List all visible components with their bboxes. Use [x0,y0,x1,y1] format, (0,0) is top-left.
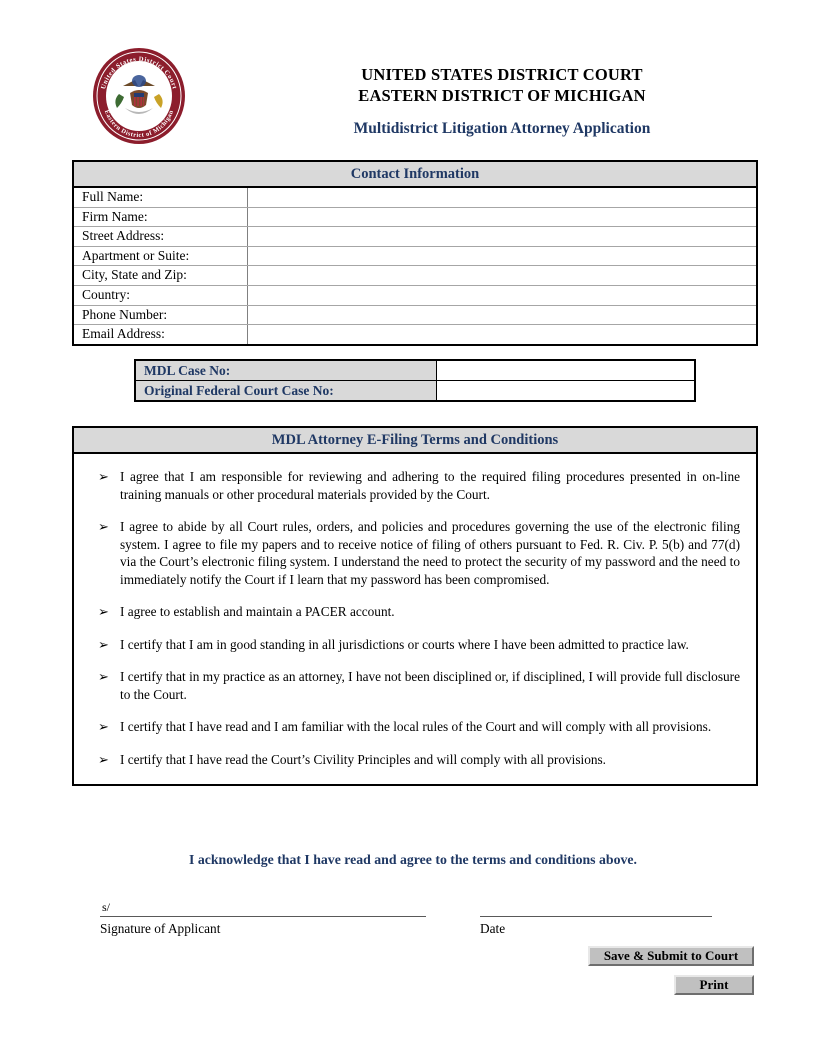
list-item [88,603,740,621]
signature-value[interactable]: s/ [102,900,111,914]
apartment-or-suite-cell [248,246,757,266]
table-row [74,266,756,286]
full-name-input[interactable] [248,189,756,206]
table-row [74,305,756,325]
term-text: I certify that I am in good standing in all jurisdictions or courts where I have been admitted to practice law. [120,636,689,652]
date-block [480,900,712,937]
street-address-cell [248,227,757,247]
list-item [88,668,740,703]
table-row [74,246,756,266]
document-header [72,44,754,150]
phone-number-label: Phone Number: [74,305,248,325]
date-value[interactable] [480,900,712,915]
original-federal-court-case-no-cell [437,381,695,401]
list-item [88,468,740,503]
country-label: Country: [74,285,248,305]
page-title: Multidistrict Litigation Attorney Application [353,120,651,137]
city-state-zip-label: City, State and Zip: [74,266,248,286]
list-item [88,718,740,736]
svg-text:Eastern District of Michigan: Eastern District of Michigan [102,109,176,140]
email-address-input[interactable] [248,326,756,343]
list-item [88,636,740,654]
original-federal-court-case-no-label: Original Federal Court Case No: [136,381,437,401]
signature-line [100,915,426,917]
email-address-cell [248,325,757,344]
arrow-bullet-icon: ➢ [98,719,109,734]
print-button[interactable]: Print [674,975,754,995]
date-line [480,915,712,917]
arrow-bullet-icon: ➢ [98,604,109,619]
apartment-or-suite-input[interactable] [248,248,756,265]
city-state-zip-input[interactable] [248,267,756,284]
street-address-label: Street Address: [74,227,248,247]
full-name-cell [248,187,757,207]
table-row [74,187,756,207]
applicant-signature-block [100,900,426,937]
term-text: I agree to abide by all Court rules, orders, and policies and procedures governing the use of the electronic filing system. I agree to file my papers and to receive notice of filing of others pursuant to Fed. R. Civ. P. 5(b) and 77(d) via the Court’s electronic filing system. I understand the need to protect the security of my password and the need to immediately notify the Court if I learn that my password has been compromised. [120,519,740,587]
court-name-line-2: EASTERN DISTRICT OF MICHIGAN [358,86,646,105]
svg-text:United States District Court: United States District Court [100,55,178,91]
firm-name-cell [248,207,757,227]
contact-information-table [72,160,758,346]
country-cell [248,285,757,305]
table-row [136,361,694,381]
table-row [74,227,756,247]
contact-information-header: Contact Information [74,162,756,187]
list-item [88,518,740,588]
terms-and-conditions-box [72,426,758,786]
terms-and-conditions-header: MDL Attorney E-Filing Terms and Conditions [74,428,756,454]
mdl-case-no-input[interactable] [437,362,694,379]
country-input[interactable] [248,287,756,304]
court-name-line-1: UNITED STATES DISTRICT COURT [361,65,643,84]
table-row [74,207,756,227]
arrow-bullet-icon: ➢ [98,519,109,534]
city-state-zip-cell [248,266,757,286]
phone-number-input[interactable] [248,306,756,323]
list-item [88,751,740,769]
signature-caption: Signature of Applicant [100,921,221,936]
court-title-block [252,64,752,138]
term-text: I agree to establish and maintain a PACER account. [120,604,395,619]
court-seal-icon [90,46,188,146]
term-text: I agree that I am responsible for reviewing and adhering to the required filing procedures presented in on-line training manuals or other procedural materials provided by the Court. [120,469,740,502]
arrow-bullet-icon: ➢ [98,669,109,684]
table-row [74,325,756,344]
arrow-bullet-icon: ➢ [98,636,109,652]
firm-name-input[interactable] [248,208,756,225]
signature-area [72,900,754,950]
terms-list [74,454,756,784]
term-text: I certify that I have read and I am familiar with the local rules of the Court and will comply with all provisions. [120,719,712,734]
original-federal-court-case-no-input[interactable] [437,382,694,399]
save-and-submit-button[interactable]: Save & Submit to Court [588,946,754,966]
table-row [74,285,756,305]
date-caption: Date [480,921,506,936]
arrow-bullet-icon: ➢ [98,469,109,484]
table-row [136,381,694,401]
phone-number-cell [248,305,757,325]
full-name-label: Full Name: [74,187,248,207]
email-address-label: Email Address: [74,325,248,344]
acknowledgment-statement: I acknowledge that I have read and agree to the terms and conditions above. [189,852,637,867]
term-text: I certify that I have read the Court’s Civility Principles and will comply with all provisions. [120,751,606,767]
firm-name-label: Firm Name: [74,207,248,227]
term-text: I certify that in my practice as an attorney, I have not been disciplined or, if disciplined, I will provide full disclosure to the Court. [120,669,740,702]
mdl-case-no-label: MDL Case No: [136,361,437,381]
arrow-bullet-icon: ➢ [98,751,109,767]
street-address-input[interactable] [248,228,756,245]
apartment-or-suite-label: Apartment or Suite: [74,246,248,266]
mdl-case-no-cell [437,361,695,381]
case-number-table [134,359,696,402]
